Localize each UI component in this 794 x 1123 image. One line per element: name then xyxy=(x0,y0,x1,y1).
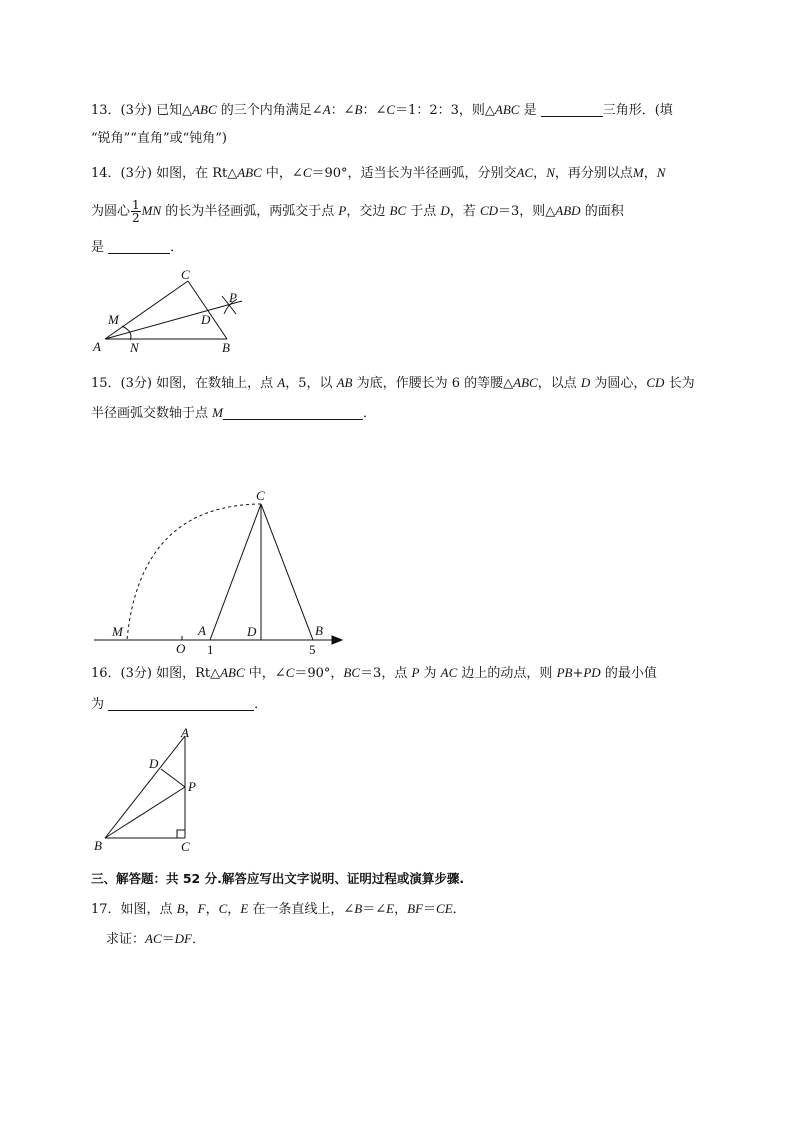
q14-bc: BC xyxy=(389,203,407,218)
q17-f: F xyxy=(197,901,206,916)
q17-ac: AC xyxy=(145,931,162,946)
q17-c: C xyxy=(218,901,228,916)
q13-line1 xyxy=(91,101,673,120)
label-c: C xyxy=(256,488,265,503)
q15-line2 xyxy=(91,404,376,423)
q16-text: ． xyxy=(254,697,268,712)
q14-text: ， xyxy=(643,166,657,181)
tick-label-1: 1 xyxy=(207,642,214,657)
q13-a: A xyxy=(322,102,331,117)
q13-text: ：∠ xyxy=(330,103,355,118)
q14-c: C xyxy=(302,165,312,180)
q15-answer-blank[interactable] xyxy=(223,405,363,420)
label-d: D xyxy=(247,624,257,639)
label-c: C xyxy=(181,267,190,282)
q14-line1 xyxy=(91,164,665,183)
q14-text: ＝3，则△ xyxy=(498,204,556,219)
ray-ap xyxy=(105,301,242,339)
label-n: N xyxy=(130,340,139,355)
q16-text: 16．(3分) 如图，Rt△ xyxy=(91,666,221,681)
q13-answer-blank[interactable] xyxy=(541,102,603,117)
q17-text: ， xyxy=(205,902,219,917)
fraction-numerator: 1 xyxy=(132,198,140,212)
q16-text: 为 xyxy=(419,666,441,681)
q14-text: 的长为半径画弧，两弧交于点 xyxy=(161,204,339,219)
q15-text: ，以点 xyxy=(537,376,581,391)
segment-ac xyxy=(105,281,188,339)
q14-text: ，交边 xyxy=(346,204,390,219)
q14-cd: CD xyxy=(479,203,498,218)
q16-text: ＝90°， xyxy=(294,666,344,681)
label-m: M xyxy=(112,624,123,639)
q17-text: ＝ xyxy=(161,932,175,947)
q14-text: ＝90°，适当长为半径画弧，分别交 xyxy=(311,166,517,181)
q16-text: 边上的动点，则 xyxy=(457,666,557,681)
q14-text: 为圆心 xyxy=(91,204,131,219)
label-a: A xyxy=(198,623,206,638)
segment-cb xyxy=(188,281,227,339)
q13-text: 13．(3分) 已知△ xyxy=(91,103,193,118)
q17-b: B xyxy=(176,901,185,916)
section-heading: 三、解答题：共 52 分.解答应写出文字说明、证明过程或演算步骤. xyxy=(91,871,465,886)
tick-label-5: 5 xyxy=(309,642,316,657)
q15-text: 为圆心， xyxy=(590,376,647,391)
q17-text: ， xyxy=(394,902,408,917)
segment-dp xyxy=(161,769,185,787)
q14-line2 xyxy=(91,196,624,227)
q15-ab: AB xyxy=(336,375,353,390)
q15-m: M xyxy=(212,405,223,420)
q14-answer-blank[interactable] xyxy=(108,239,170,254)
q17-text: ， xyxy=(184,902,198,917)
q17-bf: BF xyxy=(407,901,424,916)
label-p: P xyxy=(188,779,196,794)
label-a: A xyxy=(93,339,101,354)
segment-ab xyxy=(105,736,185,838)
q17-text: ， xyxy=(227,902,241,917)
q15-text: 半径画弧交数轴于点 xyxy=(91,406,213,421)
q16-line1 xyxy=(91,664,657,683)
q14-abc: ABC xyxy=(237,165,262,180)
q13-text: ：∠ xyxy=(362,103,387,118)
q16-text: ＝3，点 xyxy=(360,666,412,681)
q16-line2 xyxy=(91,696,267,714)
label-o: O xyxy=(176,641,186,656)
q16-plus: + xyxy=(572,666,584,681)
q14-text: 是 xyxy=(91,240,109,255)
right-angle-c xyxy=(177,830,185,838)
q16-pd: PD xyxy=(583,665,601,680)
q17-text: ． xyxy=(192,932,206,947)
q16-p: P xyxy=(411,665,420,680)
q14-n: N xyxy=(656,165,666,180)
q15-text: ，5，以 xyxy=(285,376,337,391)
q15-text: 15．(3分) 如图，在数轴上，点 xyxy=(91,376,278,391)
q13-b: B xyxy=(354,102,363,117)
q15-figure xyxy=(90,485,350,660)
q14-text: 的面积 xyxy=(580,204,624,219)
q16-text: 为 xyxy=(91,697,109,712)
label-m: M xyxy=(108,312,119,327)
q16-pb: PB xyxy=(556,665,573,680)
q14-text: 于点 xyxy=(406,204,441,219)
q17-b: B xyxy=(354,901,363,916)
q17-text: 求证： xyxy=(106,932,146,947)
q13-line2 xyxy=(91,130,227,148)
axis-arrow xyxy=(332,636,342,644)
q17-e: E xyxy=(240,901,249,916)
label-b: B xyxy=(315,623,323,638)
q16-figure xyxy=(90,725,210,855)
q13-options: “锐角”“直角”或“钝角”) xyxy=(91,131,227,146)
label-b: B xyxy=(222,340,230,355)
q15-text: 为底，作腰长为 6 的等腰△ xyxy=(352,376,514,391)
q13-text: ＝1：2：3，则△ xyxy=(395,103,495,118)
q17-df: DF xyxy=(174,931,192,946)
q14-text: ，再分别以点 xyxy=(554,166,633,181)
label-p: P xyxy=(229,290,237,305)
q13-abc: ABC xyxy=(192,102,217,117)
fraction-denominator: 2 xyxy=(132,211,140,225)
q17-text: ＝∠ xyxy=(362,902,387,917)
label-d: D xyxy=(201,312,211,327)
q14-figure xyxy=(90,262,260,362)
q14-p: P xyxy=(338,203,347,218)
segment-bp xyxy=(105,787,185,838)
q15-d: D xyxy=(580,375,591,390)
segment-cb xyxy=(261,504,313,640)
fraction-one-half xyxy=(131,199,141,224)
q16-ac: AC xyxy=(440,665,458,680)
q17-text: ． xyxy=(452,902,466,917)
q17-e: E xyxy=(386,901,395,916)
segment-ac xyxy=(210,504,261,640)
q14-text: ，若 xyxy=(449,204,480,219)
q16-answer-blank[interactable] xyxy=(108,696,254,711)
q17-ce: CE xyxy=(436,901,453,916)
q13-text: 的三个内角满足∠ xyxy=(216,103,323,118)
q14-abd: ABD xyxy=(555,203,581,218)
q14-n: N xyxy=(546,165,555,180)
q13-abc2: ABC xyxy=(494,102,520,117)
q14-m: M xyxy=(632,165,644,180)
arc-cm xyxy=(127,504,261,640)
q14-mn: MN xyxy=(141,203,162,218)
q17-text: 在一条直线上，∠ xyxy=(248,902,355,917)
q14-line3 xyxy=(91,239,183,257)
q14-ac: AC xyxy=(516,165,534,180)
q14-text: ， xyxy=(533,166,547,181)
q14-text: 中，∠ xyxy=(261,166,303,181)
q15-text: 长为 xyxy=(664,376,695,391)
q14-text: ． xyxy=(170,240,184,255)
label-a: A xyxy=(181,725,189,740)
q13-text: 是 xyxy=(519,103,541,118)
q16-abc: ABC xyxy=(220,665,245,680)
q16-text: 的最小值 xyxy=(600,666,657,681)
q17-line1 xyxy=(91,900,466,919)
q17-text: ＝ xyxy=(423,902,437,917)
label-c: C xyxy=(181,839,190,854)
q15-text: ． xyxy=(362,406,376,421)
label-b: B xyxy=(94,838,102,853)
q15-line1 xyxy=(91,374,695,393)
q14-text: 14．(3分) 如图，在 Rt△ xyxy=(91,166,238,181)
label-d: D xyxy=(149,756,159,771)
q16-c: C xyxy=(285,665,295,680)
q17-text: 17．如图，点 xyxy=(91,902,177,917)
q13-text: 三角形．(填 xyxy=(602,103,673,118)
q15-a: A xyxy=(277,375,286,390)
q17-line2 xyxy=(106,930,205,949)
q15-abc: ABC xyxy=(513,375,538,390)
q16-bc: BC xyxy=(343,665,361,680)
q14-d: D xyxy=(440,203,450,218)
q13-c: C xyxy=(386,102,396,117)
q16-text: 中，∠ xyxy=(244,666,286,681)
q15-cd: CD xyxy=(646,375,665,390)
